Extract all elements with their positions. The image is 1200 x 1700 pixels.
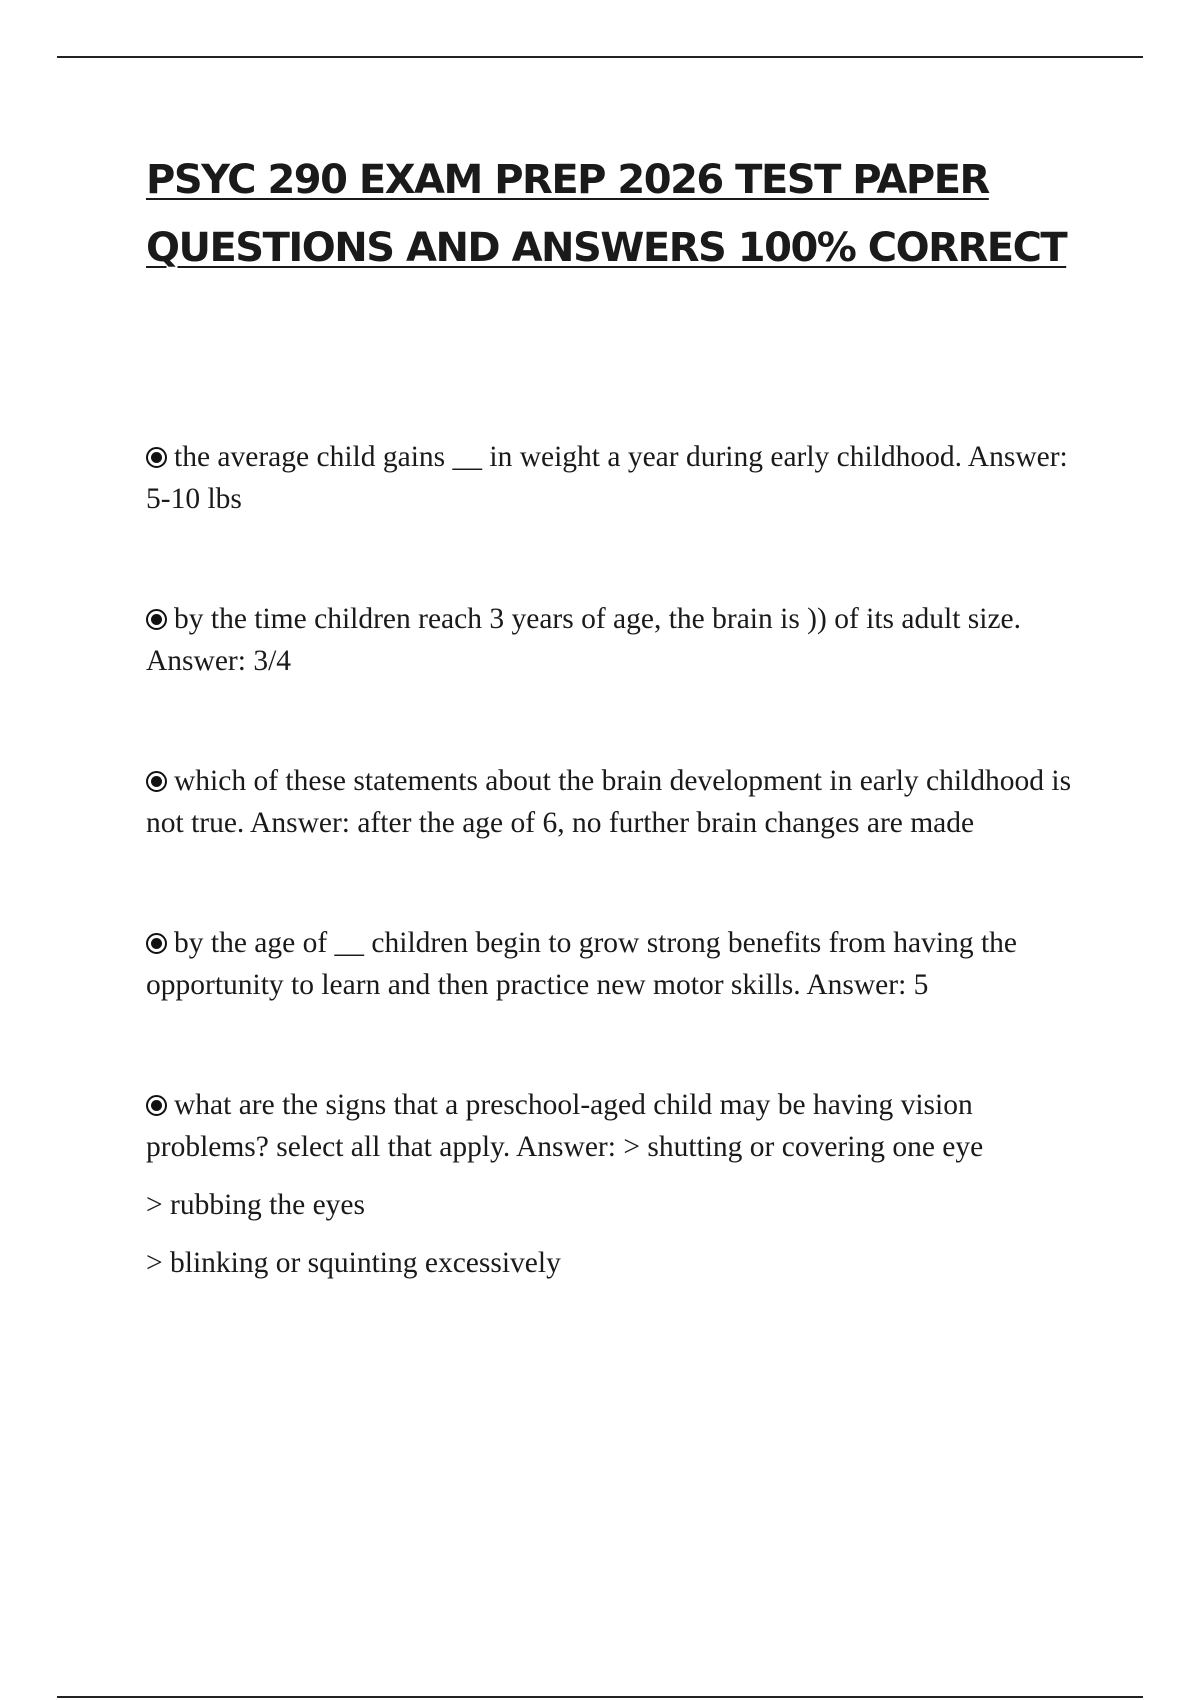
question-text: which of these statements about the brain development in early childhood is not true. Answer: after the age of 6, no further brain changes are made xyxy=(146,765,1072,839)
question-list xyxy=(146,436,1086,1284)
question-text: by the time children reach 3 years of age, the brain is )) of its adult size. Answer: 3/4 xyxy=(146,603,1022,677)
question-text: by the age of __ children begin to grow strong benefits from having the opportunity to learn and then practice new motor skills. Answer: 5 xyxy=(146,927,1017,1001)
radio-bullet-icon xyxy=(146,609,167,630)
question-item xyxy=(146,922,1086,1006)
document-title xyxy=(146,146,1086,282)
radio-bullet-icon xyxy=(146,771,167,792)
question-item xyxy=(146,436,1086,520)
radio-bullet-icon xyxy=(146,1095,167,1116)
question-item xyxy=(146,598,1086,682)
question-item xyxy=(146,760,1086,844)
top-divider xyxy=(57,56,1143,58)
bottom-divider xyxy=(57,1696,1143,1698)
question-item xyxy=(146,1084,1086,1284)
answer-option: > rubbing the eyes xyxy=(146,1189,365,1221)
question-text: what are the signs that a preschool-aged child may be having vision problems? select all that apply. Answer: > shutting or covering one eye xyxy=(146,1089,984,1163)
radio-bullet-icon xyxy=(146,933,167,954)
title-line-1: PSYC 290 EXAM PREP 2026 TEST PAPER xyxy=(146,157,989,203)
question-text: the average child gains __ in weight a year during early childhood. Answer: 5-10 lbs xyxy=(146,441,1068,515)
radio-bullet-icon xyxy=(146,447,167,468)
title-line-2: QUESTIONS AND ANSWERS 100% CORRECT xyxy=(146,225,1067,271)
answer-option: > blinking or squinting excessively xyxy=(146,1247,561,1279)
